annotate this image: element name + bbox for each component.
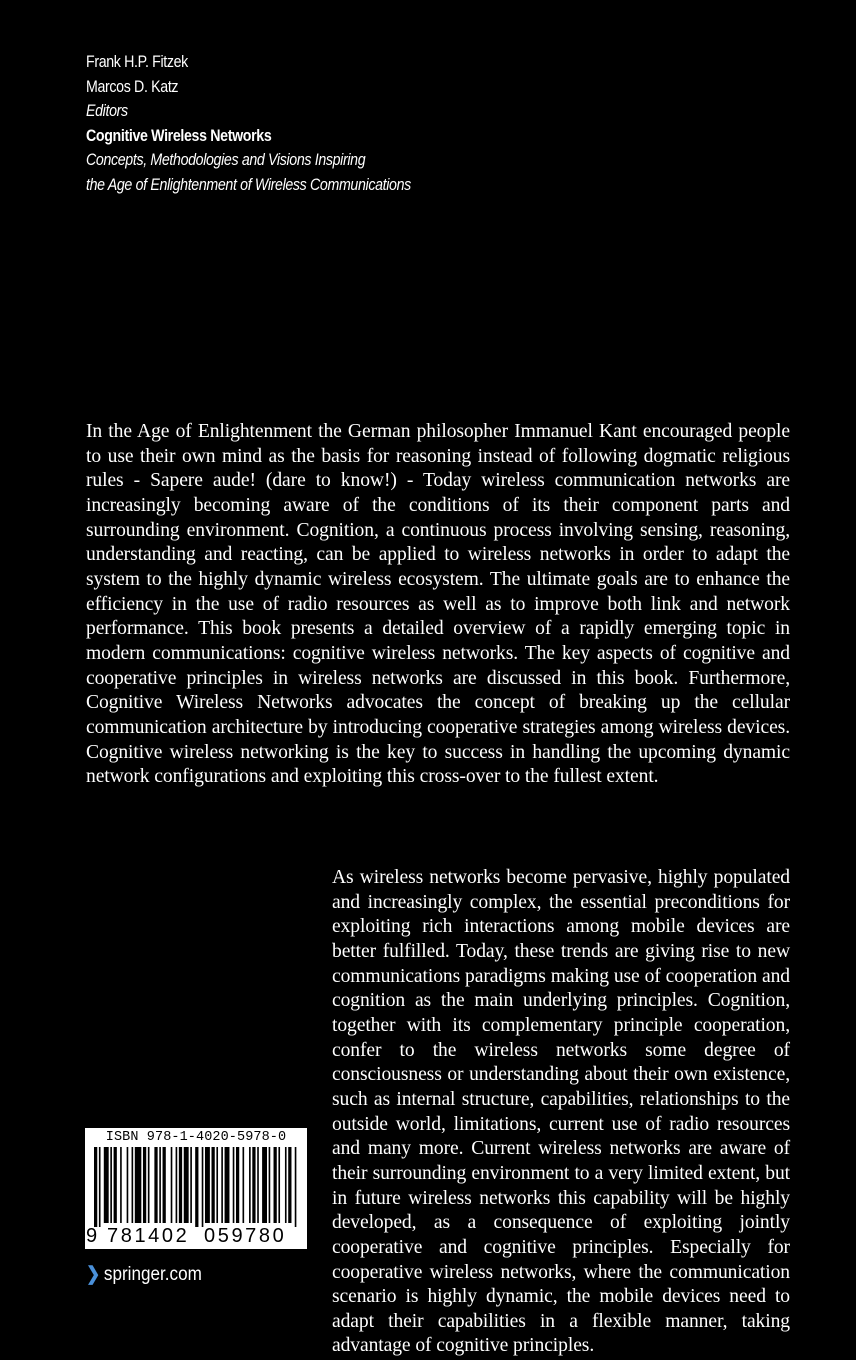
editor-name-1: Frank H.P. Fitzek xyxy=(86,53,188,71)
barcode-bar xyxy=(127,1147,129,1223)
barcode-bar xyxy=(110,1147,112,1223)
barcode-bar xyxy=(132,1147,134,1223)
isbn-barcode xyxy=(85,1128,307,1249)
barcode-bar xyxy=(288,1147,291,1223)
barcode-bar xyxy=(269,1147,271,1223)
header-block xyxy=(86,50,411,197)
barcode-bar xyxy=(225,1147,230,1223)
barcode-bar xyxy=(179,1147,182,1223)
body-paragraph-1: In the Age of Enlightenment the German philosopher Immanuel Kant encouraged people to use their own mind as the basis for reasoning instead of following dogmatic religious rules - Sapere aude! (dare to know!) - Today wireless communication networks are increasingly becoming aware of the conditions of its their component parts and surrounding environment. Cognition, a continuous process involving sensing, reasoning, understanding and reacting, can be applied to wireless networks in order to adapt the system to the highly dynamic wireless ecosystem. The ultimate goals are to enhance the efficiency in the use of radio resources as well as to improve both link and network performance. This book presents a detailed overview of a rapidly emerging topic in modern communications: cognitive wireless networks. The key aspects of cognitive and cooperative principles in wireless networks are discussed in this book. Furthermore, Cognitive Wireless Networks advocates the concept of breaking up the cellular communication architecture by introducing cooperative strategies among wireless devices. Cognitive wireless networking is the key to success in handling the upcoming dynamic network configurations and exploiting this cross-over to the fullest extent. xyxy=(86,421,790,788)
barcode-bar xyxy=(176,1147,178,1223)
barcode-bar xyxy=(202,1147,204,1227)
barcode-bar xyxy=(120,1147,122,1223)
barcode-bar xyxy=(148,1147,150,1223)
barcode-bar xyxy=(163,1147,166,1223)
barcode-bar xyxy=(212,1147,215,1223)
barcode-bar xyxy=(236,1147,239,1223)
barcode-bar xyxy=(274,1147,277,1223)
barcode-bar xyxy=(285,1147,287,1223)
barcode-bar xyxy=(262,1147,267,1223)
barcode-bar xyxy=(252,1147,255,1223)
barcode-bar xyxy=(216,1147,218,1223)
barcode-bar xyxy=(295,1147,297,1227)
book-subtitle-line-1: Concepts, Methodologies and Visions Inspiring xyxy=(86,151,366,169)
body-paragraph-2: As wireless networks become pervasive, highly populated and increasingly complex, the essential preconditions for exploiting rich interactions among mobile devices are better fulfilled. Today, these trends are giving rise to new communications paradigms making use of cooperation and cognition as the main underlying principles. Cognition, together with its complementary principle cooperation, confer to the wireless networks some degree of consciousness or understanding about their own existence, such as internal structure, capabilities, relationships to the outside world, limitations, current use of radio resources and many more. Current wireless networks are aware of their surrounding environment to a very limited extent, but in future wireless networks this capability will be highly developed, as a consequence of exploiting jointly cooperative and cognitive principles. Especially for cooperative wireless networks, where the communication scenario is highly dynamic, the mobile devices need to adapt their capabilities in a flexible manner, taking advantage of cognitive principles. xyxy=(332,867,790,1357)
barcode-bar xyxy=(243,1147,245,1223)
barcode-bar xyxy=(249,1147,251,1223)
barcode-bar xyxy=(114,1147,117,1223)
barcode-bar xyxy=(154,1147,157,1223)
barcode-bar xyxy=(195,1147,198,1227)
barcode-bar xyxy=(99,1147,101,1227)
publisher-link[interactable] xyxy=(86,1262,202,1288)
barcode-bar xyxy=(278,1147,280,1223)
barcode-bar xyxy=(190,1147,192,1223)
barcode-bar xyxy=(104,1147,109,1223)
isbn-label: ISBN 978-1-4020-5978-0 xyxy=(105,1130,287,1145)
barcode-bar xyxy=(135,1147,142,1223)
publisher-website: springer.com xyxy=(103,1264,202,1285)
barcode-bar xyxy=(233,1147,235,1223)
book-subtitle-line-2: the Age of Enlightenment of Wireless Communications xyxy=(86,175,411,194)
book-title: Cognitive Wireless Networks xyxy=(86,126,272,145)
chevron-right-icon: ❯ xyxy=(86,1264,101,1285)
barcode-bar xyxy=(171,1147,173,1223)
editors-label: Editors xyxy=(86,102,128,120)
barcode-bar xyxy=(184,1147,189,1223)
barcode-bar xyxy=(143,1147,146,1223)
barcode-digit-first: 9 xyxy=(86,1225,98,1247)
barcode-bar xyxy=(257,1147,259,1223)
barcode-bar xyxy=(159,1147,161,1223)
editor-name-2: Marcos D. Katz xyxy=(86,77,179,96)
barcode-bar xyxy=(221,1147,223,1223)
barcode-bar xyxy=(205,1147,210,1223)
barcode-bar xyxy=(94,1147,97,1227)
barcode-digits-left: 781402 xyxy=(107,1225,190,1247)
barcode-bars-icon xyxy=(94,1147,298,1227)
barcode-digits-right: 059780 xyxy=(204,1225,287,1247)
